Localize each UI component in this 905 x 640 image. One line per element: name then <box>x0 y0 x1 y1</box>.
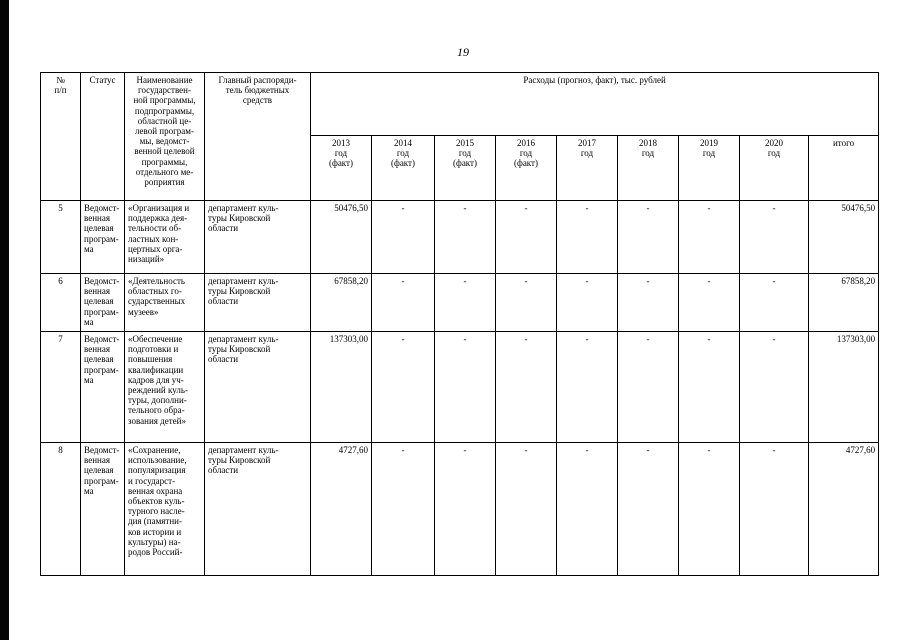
value-2014: - <box>372 274 435 332</box>
row-program-name: «Деятельность областных го- сударственных музеев» <box>125 274 205 332</box>
value-2017: - <box>557 443 618 576</box>
header-name: Наименование государствен- ной программы, подпрограммы, областной це- левой програм- мы, ведомст- венной целевой программы, отдельного ме- роприятия <box>125 73 205 201</box>
value-total: 137303,00 <box>809 332 879 443</box>
header-admin: Главный распоряди- тель бюджетных средств <box>205 73 311 201</box>
value-2013: 137303,00 <box>311 332 372 443</box>
value-2014: - <box>372 201 435 274</box>
year-2013: 2013 год (факт) <box>311 136 372 201</box>
value-2016: - <box>496 274 557 332</box>
value-total: 67858,20 <box>809 274 879 332</box>
row-program-name: «Организация и поддержка дея- тельности об- ластных кон- цертных орга- низаций» <box>125 201 205 274</box>
value-2014: - <box>372 443 435 576</box>
page-number: 19 <box>457 45 469 59</box>
value-2014: - <box>372 332 435 443</box>
row-program-name: «Обеспечение подготовки и повышения квалификации кадров для уч- реждений куль- туры, дополни- тельного обра- зования детей» <box>125 332 205 443</box>
table-row <box>41 443 879 576</box>
value-2020: - <box>740 332 809 443</box>
row-admin: департамент куль- туры Кировской области <box>205 274 311 332</box>
value-total: 4727,60 <box>809 443 879 576</box>
row-status: Ведомст- венная целевая програм- ма <box>81 443 125 576</box>
value-2016: - <box>496 201 557 274</box>
value-2016: - <box>496 443 557 576</box>
value-2018: - <box>618 443 679 576</box>
year-2014: 2014 год (факт) <box>372 136 435 201</box>
row-num: 5 <box>41 201 81 274</box>
year-2019: 2019 год <box>679 136 740 201</box>
value-2017: - <box>557 332 618 443</box>
year-2015: 2015 год (факт) <box>435 136 496 201</box>
value-2013: 50476,50 <box>311 201 372 274</box>
header-total: итого <box>809 136 879 201</box>
value-2017: - <box>557 201 618 274</box>
value-2018: - <box>618 201 679 274</box>
table-row <box>41 332 879 443</box>
year-2016: 2016 год (факт) <box>496 136 557 201</box>
year-2018: 2018 год <box>618 136 679 201</box>
value-2020: - <box>740 443 809 576</box>
row-admin: департамент куль- туры Кировской области <box>205 332 311 443</box>
value-2019: - <box>679 201 740 274</box>
year-2017: 2017 год <box>557 136 618 201</box>
header-row <box>41 73 879 136</box>
value-2013: 67858,20 <box>311 274 372 332</box>
value-2018: - <box>618 274 679 332</box>
scan-edge <box>0 0 9 640</box>
row-status: Ведомст- венная целевая програм- ма <box>81 274 125 332</box>
value-2016: - <box>496 332 557 443</box>
header-expenses: Расходы (прогноз, факт), тыс. рублей <box>311 73 879 136</box>
budget-table <box>40 72 879 576</box>
value-2020: - <box>740 274 809 332</box>
row-admin: департамент куль- туры Кировской области <box>205 443 311 576</box>
row-admin: департамент куль- туры Кировской области <box>205 201 311 274</box>
table-row <box>41 201 879 274</box>
value-2018: - <box>618 332 679 443</box>
value-2015: - <box>435 201 496 274</box>
row-num: 8 <box>41 443 81 576</box>
row-num: 7 <box>41 332 81 443</box>
value-2020: - <box>740 201 809 274</box>
row-program-name: «Сохранение, использование, популяризация и государст- венная охрана объектов куль- турного насле- дия (памятни- ков истории и культуры) на- родов Россий- <box>125 443 205 576</box>
header-status: Статус <box>81 73 125 201</box>
value-2019: - <box>679 274 740 332</box>
value-2015: - <box>435 274 496 332</box>
value-2019: - <box>679 332 740 443</box>
value-total: 50476,50 <box>809 201 879 274</box>
value-2019: - <box>679 443 740 576</box>
value-2015: - <box>435 332 496 443</box>
value-2017: - <box>557 274 618 332</box>
table-row <box>41 274 879 332</box>
row-status: Ведомст- венная целевая програм- ма <box>81 201 125 274</box>
value-2015: - <box>435 443 496 576</box>
row-status: Ведомст- венная целевая програм- ма <box>81 332 125 443</box>
year-2020: 2020 год <box>740 136 809 201</box>
value-2013: 4727,60 <box>311 443 372 576</box>
row-num: 6 <box>41 274 81 332</box>
header-num: № п/п <box>41 73 81 201</box>
